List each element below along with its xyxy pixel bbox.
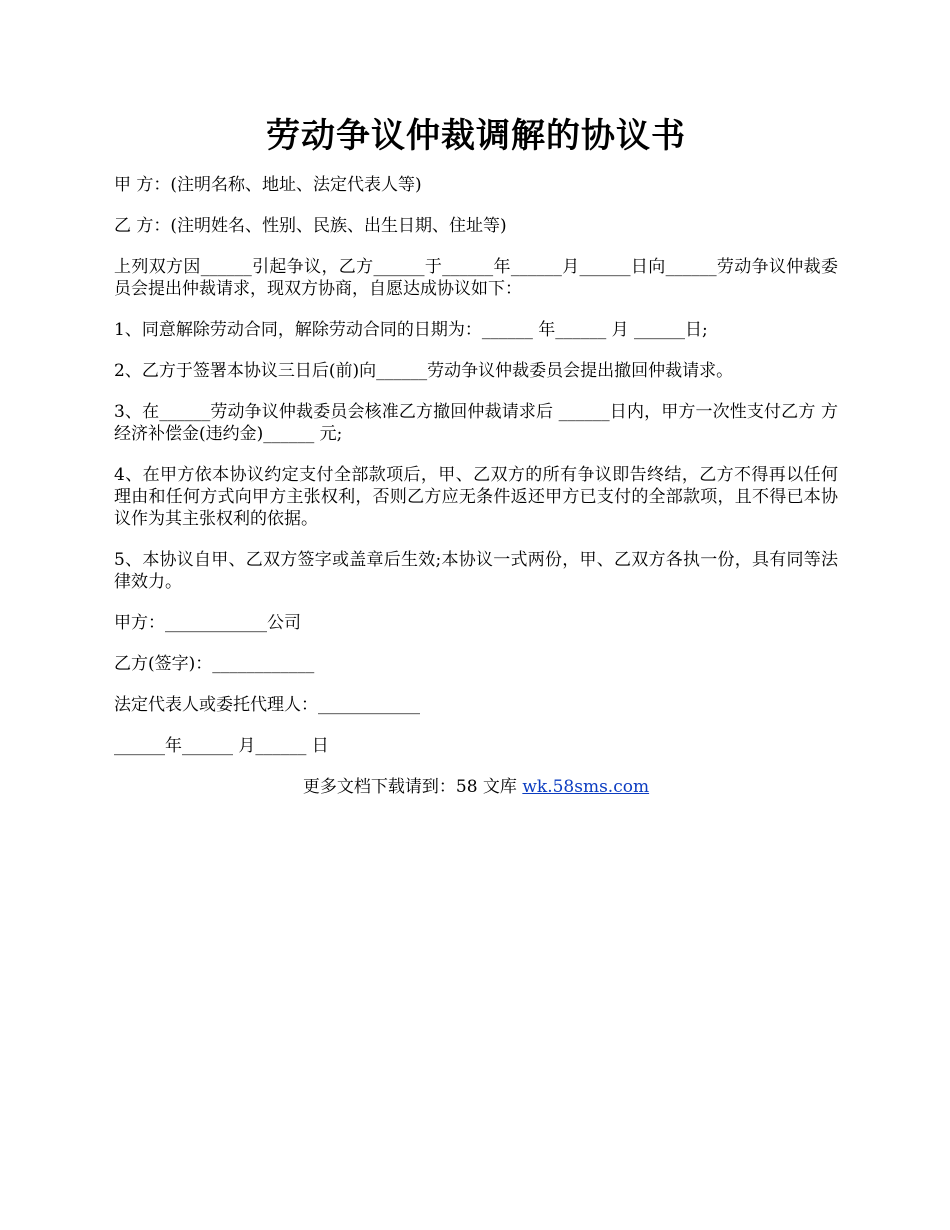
- clause-2: 2、乙方于签署本协议三日后(前)向______劳动争议仲裁委员会提出撤回仲裁请求。: [114, 361, 734, 381]
- signature-party-a: 甲方：____________公司: [114, 613, 301, 633]
- clause-4: 4、在甲方依本协议约定支付全部款项后，甲、乙双方的所有争议即告终结，乙方不得再以任何理由和任何方式向甲方主张权利，否则乙方应无条件返还甲方已支付的全部款项，且不得已本协议作为其主张权利的依据。: [114, 465, 838, 529]
- signature-date: ______年______ 月______ 日: [114, 736, 329, 756]
- party-b-line: 乙 方：(注明姓名、性别、民族、出生日期、住址等): [114, 216, 507, 236]
- signature-representative: 法定代表人或委托代理人：____________: [114, 695, 420, 715]
- signature-party-b: 乙方(签字)：____________: [114, 654, 315, 674]
- download-footer: [114, 776, 838, 798]
- clause-5: 5、本协议自甲、乙双方签字或盖章后生效;本协议一式两份，甲、乙双方各执一份，具有同等法律效力。: [114, 550, 838, 592]
- document-body: [114, 112, 838, 798]
- clause-1: 1、同意解除劳动合同，解除劳动合同的日期为：______ 年______ 月 ______日;: [114, 320, 708, 340]
- clause-3: 3、在______劳动争议仲裁委员会核准乙方撤回仲裁请求后 ______日内，甲方一次性支付乙方 方经济补偿金(违约金)______ 元;: [114, 402, 838, 444]
- party-a-line: 甲 方：(注明名称、地址、法定代表人等): [114, 175, 422, 195]
- document-title: 劳动争议仲裁调解的协议书: [266, 116, 686, 156]
- footer-link[interactable]: wk.58sms.com: [522, 777, 650, 797]
- footer-prefix: 更多文档下载请到：58 文库: [302, 777, 523, 797]
- intro-paragraph: 上列双方因______引起争议，乙方______于______年______月______日向______劳动争议仲裁委员会提出仲裁请求，现双方协商，自愿达成协议如下：: [114, 257, 838, 299]
